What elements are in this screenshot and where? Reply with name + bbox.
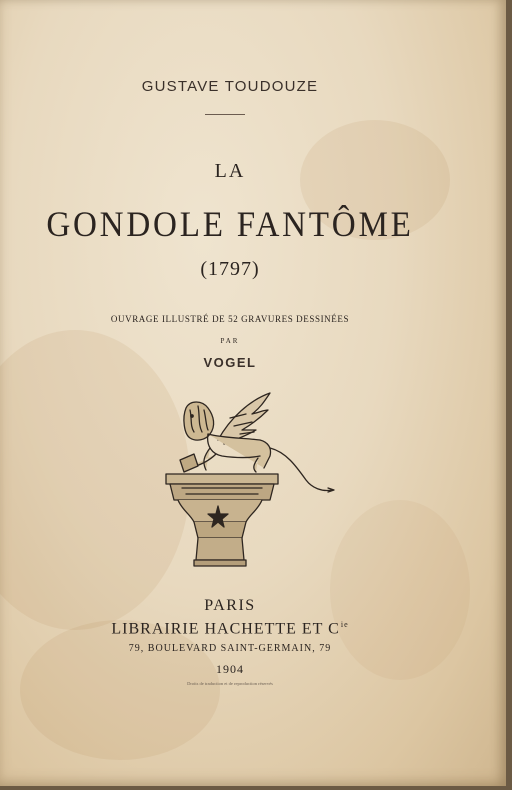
illustration-note: OUVRAGE ILLUSTRÉ DE 52 GRAVURES DESSINÉES [110,314,350,324]
title-article: LA [214,160,246,182]
city: PARIS [204,597,256,614]
author-name: GUSTAVE TOUDOUZE [141,78,319,95]
publisher [0,620,460,638]
rights-notice: Droits de traduction et de reproduction réservés [187,681,273,686]
par-label: PAR [220,337,240,345]
publisher-address: 79, BOULEVARD SAINT-GERMAIN, 79 [128,643,332,654]
winged-lion-on-column-icon [160,388,340,573]
publisher-name: LIBRAIRIE HACHETTE ET C [111,620,340,638]
title-year: (1797) [200,258,260,280]
divider-rule [205,114,245,115]
illustrator-name: VOGEL [203,355,257,370]
publication-year: 1904 [216,662,244,676]
book-title: GONDOLE FANTÔME [46,204,414,244]
publisher-superscript: ie [340,620,349,629]
